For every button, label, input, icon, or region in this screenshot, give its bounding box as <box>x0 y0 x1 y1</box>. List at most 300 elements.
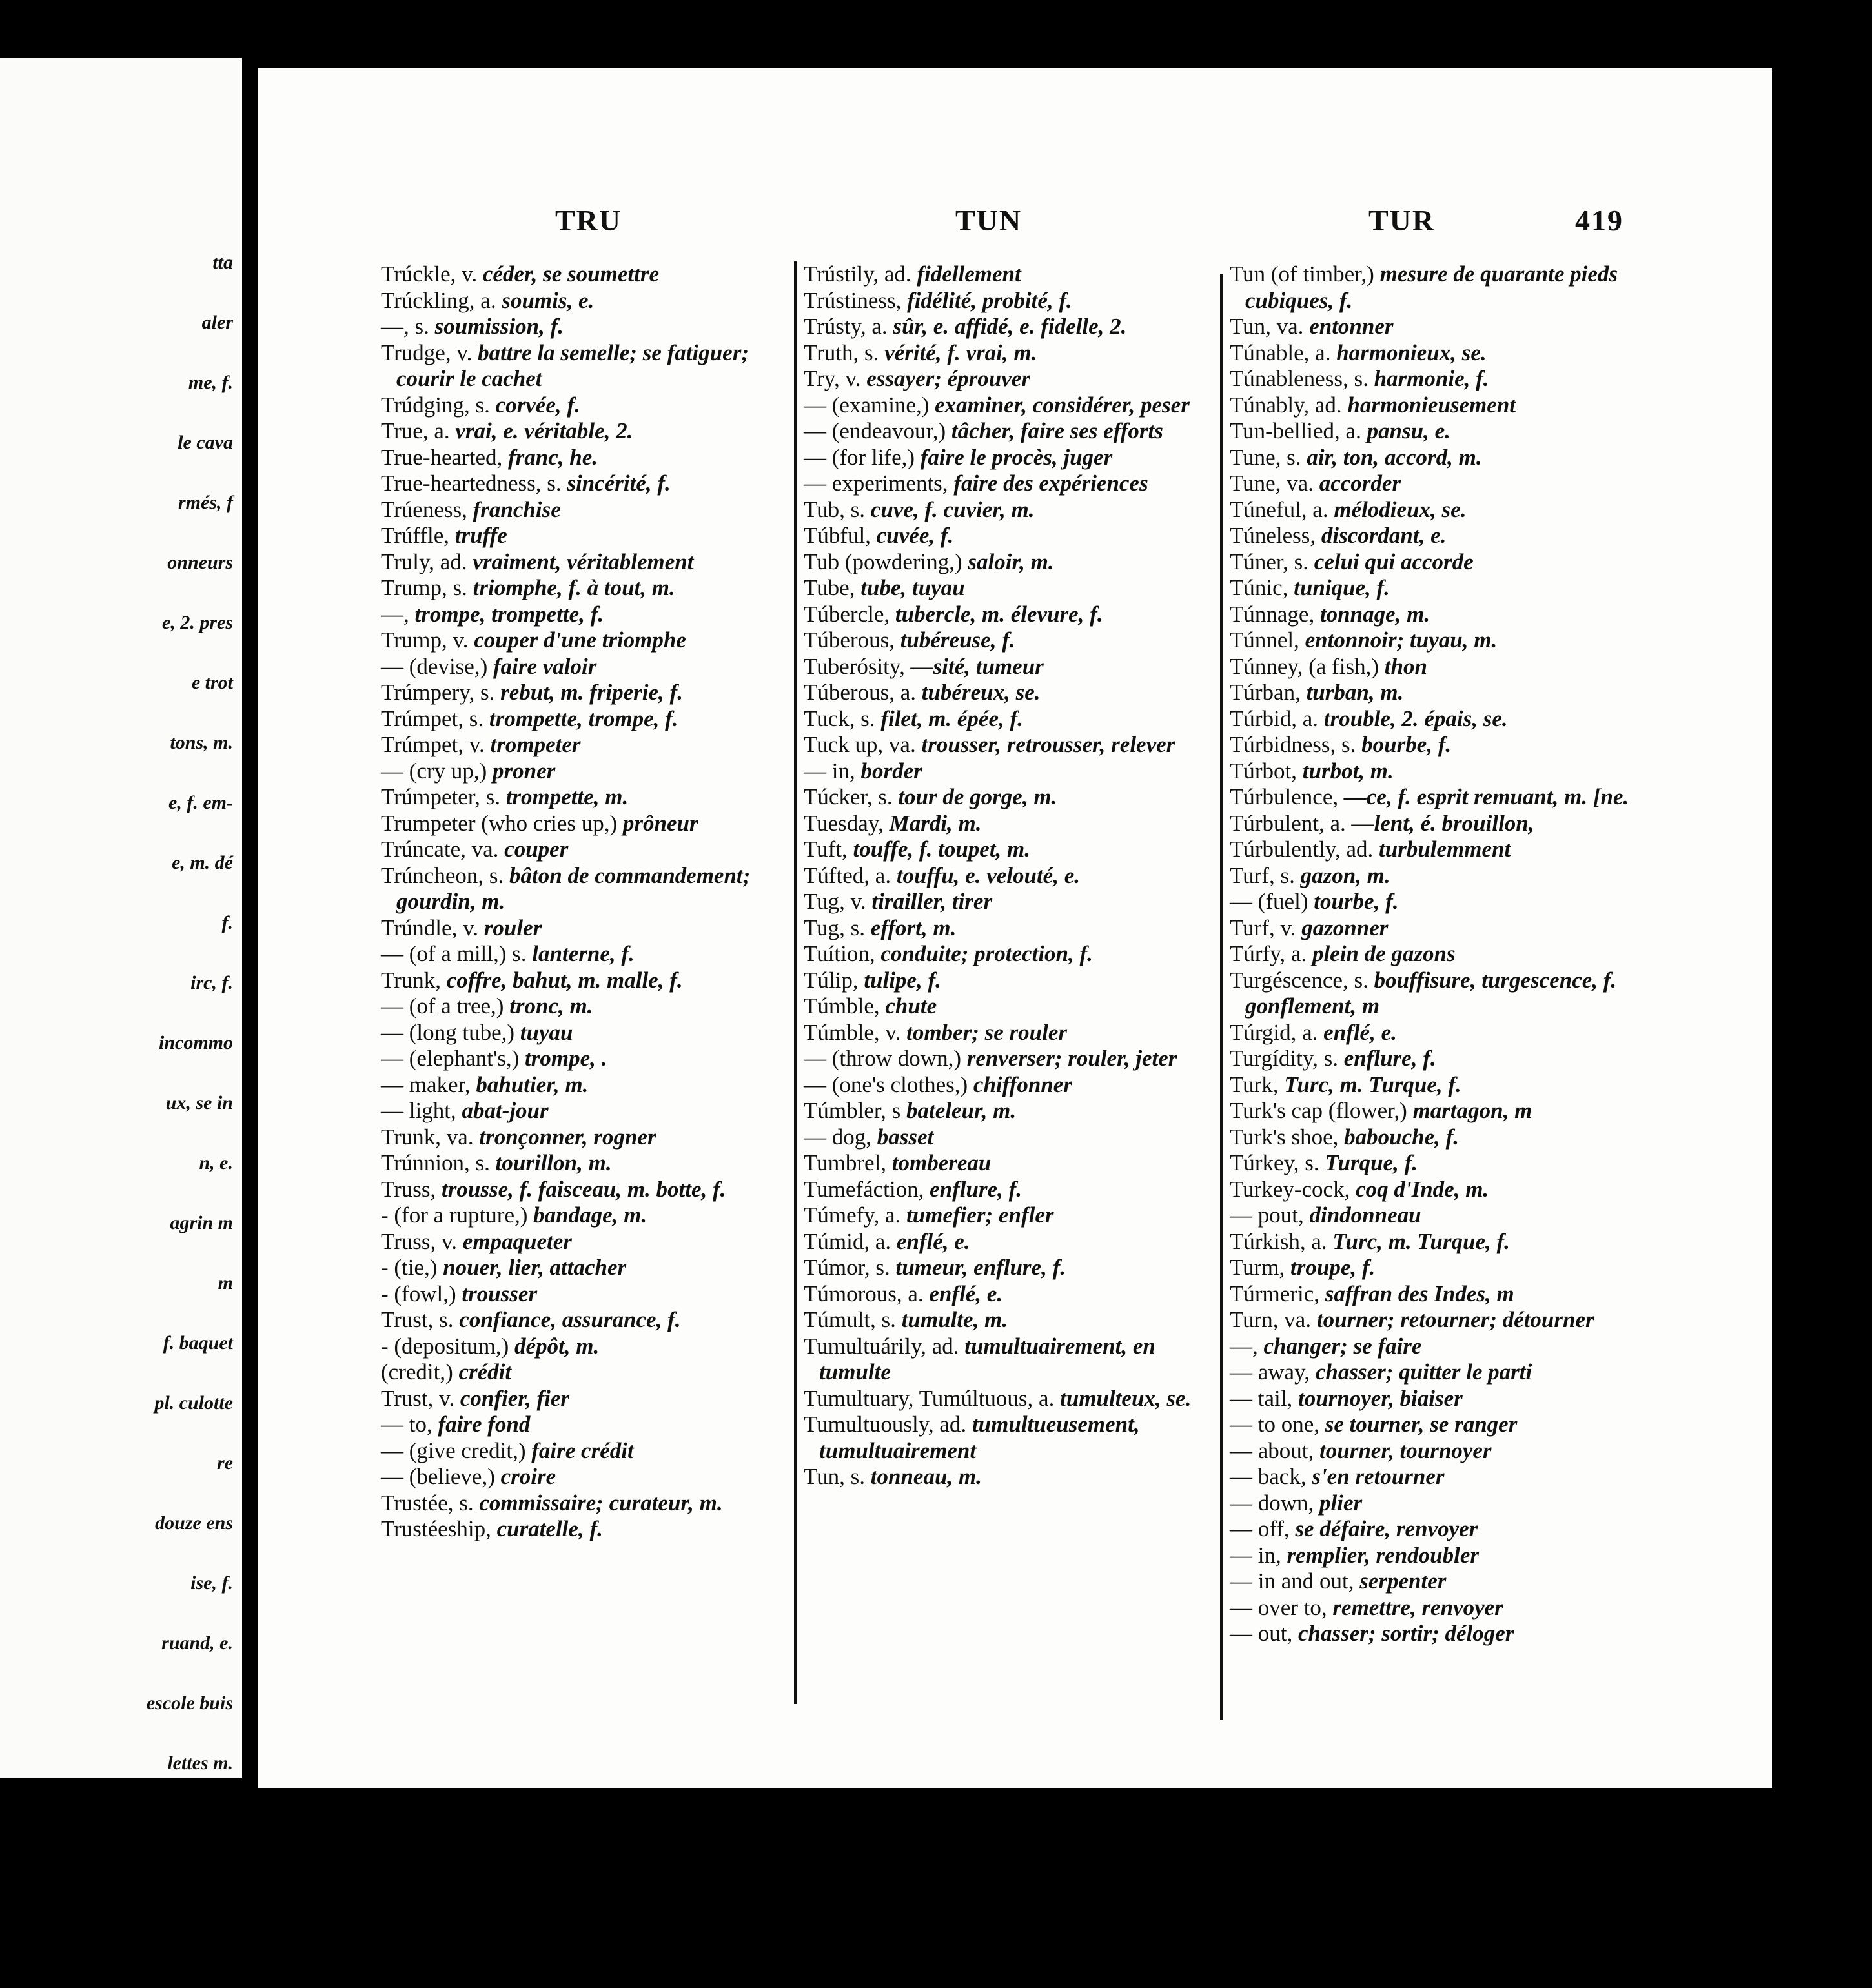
translation: pansu, e. <box>1367 418 1450 443</box>
headword: — in, <box>804 758 855 784</box>
translation: turban, m. <box>1306 680 1404 705</box>
dictionary-entry <box>1230 654 1636 680</box>
translation: entonner <box>1309 314 1394 339</box>
dictionary-entry <box>381 1098 788 1124</box>
dictionary-entry <box>381 1359 788 1386</box>
translation: tâcher, faire ses efforts <box>951 418 1163 443</box>
translation: sûr, e. affidé, e. fidelle, 2. <box>893 314 1127 339</box>
headword: Turk, <box>1230 1071 1279 1097</box>
translation: confier, fier <box>460 1385 570 1411</box>
headword: Turk's shoe, <box>1230 1124 1339 1150</box>
translation: tuyau <box>520 1019 573 1045</box>
dictionary-entry <box>804 680 1210 706</box>
dictionary-entry <box>1230 1150 1636 1177</box>
translation: abat-jour <box>462 1098 549 1123</box>
headword: Tube, <box>804 575 855 600</box>
headword: Tuesday, <box>804 810 884 836</box>
translation: cuve, f. cuvier, m. <box>870 496 1035 522</box>
headword: Túbercle, <box>804 601 890 627</box>
dictionary-entry <box>1230 863 1636 889</box>
translation: tumeur, enflure, f. <box>895 1255 1066 1280</box>
translation: bouffisure, turgescence, f. gonflement, m <box>1245 967 1617 1019</box>
translation: plein de gazons <box>1312 941 1456 966</box>
translation: accorder <box>1319 471 1401 496</box>
dictionary-entry <box>1230 1281 1636 1308</box>
translation: faire des expériences <box>953 471 1148 496</box>
headword: True, a. <box>381 418 450 443</box>
headword: Tumultuárily, ad. <box>804 1333 959 1359</box>
translation: tube, tuyau <box>860 575 965 600</box>
dictionary-entry <box>804 1281 1210 1308</box>
translation: serpenter <box>1359 1568 1447 1594</box>
dictionary-entry <box>804 1464 1210 1490</box>
headword: Try, v. <box>804 366 861 391</box>
translation: fidélité, probité, f. <box>907 287 1072 313</box>
translation: coq d'Inde, m. <box>1356 1176 1489 1202</box>
dictionary-entry <box>381 575 788 602</box>
translation: saloir, m. <box>968 549 1054 574</box>
translation: enflure, f. <box>1343 1046 1436 1071</box>
dictionary-entry <box>804 1202 1210 1229</box>
translation: examiner, considérer, peser <box>935 392 1190 418</box>
headword: —, <box>381 601 409 627</box>
headword: — back, <box>1230 1464 1307 1489</box>
headword: Tug, s. <box>804 915 866 940</box>
translation: conduite; protection, f. <box>880 941 1093 966</box>
translation: tumultuairement, en tumulte <box>819 1333 1155 1384</box>
dictionary-entry <box>381 497 788 523</box>
left-page-fragment: douze ens <box>155 1512 233 1534</box>
dictionary-entry <box>804 1386 1210 1412</box>
translation: essayer; éprouver <box>866 366 1030 391</box>
headword: — (throw down,) <box>804 1046 961 1071</box>
column-rule-2 <box>1220 274 1223 1720</box>
translation: triomphe, f. à tout, m. <box>473 575 675 600</box>
headword: — (endeavour,) <box>804 418 946 443</box>
headword: Túrkish, a. <box>1230 1228 1327 1254</box>
headword: Tune, s. <box>1230 444 1301 470</box>
left-page-fragment: onneurs <box>167 552 233 573</box>
dictionary-entry <box>381 732 788 758</box>
headword: Turm, <box>1230 1255 1285 1280</box>
translation: nouer, lier, attacher <box>443 1255 627 1280</box>
left-page-fragment: aler <box>201 312 233 333</box>
left-page-fragment: f. baquet <box>163 1332 233 1354</box>
headword: Trunk, <box>381 967 442 993</box>
dictionary-entry <box>1230 1229 1636 1255</box>
headword: Trustéeship, <box>381 1516 491 1541</box>
dictionary-entry <box>381 627 788 654</box>
dictionary-entry <box>381 1255 788 1281</box>
translation: bandage, m. <box>533 1202 647 1228</box>
dictionary-entry <box>804 706 1210 733</box>
column-1 <box>381 261 788 1543</box>
translation: lanterne, f. <box>532 941 635 966</box>
dictionary-entry <box>804 915 1210 942</box>
dictionary-entry <box>1230 340 1636 367</box>
dictionary-entry <box>381 941 788 968</box>
dictionary-entry <box>1230 1334 1636 1360</box>
dictionary-entry <box>1230 811 1636 837</box>
left-page-fragment: me, f. <box>188 372 233 393</box>
translation: bourbe, f. <box>1361 732 1452 757</box>
headword: Tuítion, <box>804 941 875 966</box>
left-page-fragment: e, m. dé <box>172 852 233 873</box>
headword: Trúdging, s. <box>381 392 490 418</box>
headword: Trúffle, <box>381 523 449 548</box>
left-page-fragment: e, 2. pres <box>162 612 233 633</box>
translation: commissaire; curateur, m. <box>479 1490 723 1516</box>
dictionary-entry <box>1230 1072 1636 1099</box>
translation: discordant, e. <box>1321 523 1447 548</box>
page-number: 419 <box>1575 204 1623 237</box>
translation: trouble, 2. épais, se. <box>1323 705 1508 731</box>
translation: trompette, trompe, f. <box>489 705 678 731</box>
dictionary-entry <box>804 654 1210 680</box>
headword: - (for a rupture,) <box>381 1202 528 1228</box>
headword: Trust, v. <box>381 1385 455 1411</box>
translation: couper d'une triomphe <box>474 627 686 653</box>
headword: Turk's cap (flower,) <box>1230 1098 1407 1123</box>
headword: Túnably, ad. <box>1230 392 1342 418</box>
dictionary-entry <box>804 1098 1210 1124</box>
headword: Túberous, a. <box>804 680 916 705</box>
translation: confiance, assurance, f. <box>459 1307 681 1332</box>
dictionary-entry <box>804 418 1210 445</box>
translation: celui qui accorde <box>1314 549 1474 574</box>
headword: — (of a tree,) <box>381 993 504 1019</box>
headword: — (long tube,) <box>381 1019 515 1045</box>
dictionary-entry <box>381 314 788 340</box>
translation: tourbe, f. <box>1314 889 1399 914</box>
column-rule-1 <box>794 261 797 1704</box>
dictionary-entry <box>381 863 788 915</box>
left-page-fragment: tons, m. <box>170 732 233 753</box>
dictionary-entry <box>1230 889 1636 915</box>
headword: Túmbler, s <box>804 1098 901 1123</box>
headword: Túmid, a. <box>804 1228 891 1254</box>
headword: — in and out, <box>1230 1568 1354 1594</box>
headword: Trúncheon, s. <box>381 862 504 888</box>
translation: chasser; quitter le parti <box>1315 1359 1532 1384</box>
headword: Túmble, <box>804 993 880 1019</box>
translation: fidellement <box>917 261 1021 287</box>
dictionary-entry <box>804 941 1210 968</box>
headword: — dog, <box>804 1124 871 1150</box>
headword: Túnnel, <box>1230 627 1299 653</box>
headword: Trúmpery, s. <box>381 680 495 705</box>
translation: tournoyer, biaiser <box>1297 1385 1463 1411</box>
translation: tourner; retourner; détourner <box>1316 1307 1594 1332</box>
dictionary-entry <box>1230 706 1636 733</box>
left-page-fragment: ruand, e. <box>161 1632 233 1654</box>
translation: enflé, e. <box>929 1281 1003 1306</box>
headword: Truth, s. <box>804 340 879 365</box>
headword: Trump, s. <box>381 575 467 600</box>
headword: — (give credit,) <box>381 1437 526 1463</box>
headword: Turkey-cock, <box>1230 1176 1350 1202</box>
translation: tubéreux, se. <box>921 680 1041 705</box>
dictionary-entry <box>381 1202 788 1229</box>
left-page-fragment: re <box>217 1452 233 1474</box>
dictionary-entry <box>1230 1568 1636 1595</box>
headword: Tug, v. <box>804 889 866 914</box>
translation: Turc, m. Turque, f. <box>1332 1228 1510 1254</box>
left-page-fragment: e trot <box>191 672 233 693</box>
dictionary-entry <box>1230 497 1636 523</box>
translation: harmonieusement <box>1347 392 1516 418</box>
left-page-fragment: escole buis <box>146 1692 233 1714</box>
headword: (credit,) <box>381 1359 453 1384</box>
dictionary-entry <box>804 602 1210 628</box>
translation: croire <box>500 1464 556 1489</box>
dictionary-entry <box>804 549 1210 576</box>
dictionary-entry <box>381 1020 788 1046</box>
dictionary-entry <box>1230 1307 1636 1334</box>
translation: trompe, . <box>525 1046 607 1071</box>
translation: enflé, e. <box>896 1228 970 1254</box>
translation: céder, se soumettre <box>482 261 659 287</box>
translation: coffre, bahut, m. malle, f. <box>446 967 683 993</box>
dictionary-entry <box>1230 1516 1636 1543</box>
headword: — about, <box>1230 1437 1314 1463</box>
translation: turbot, m. <box>1302 758 1394 784</box>
translation: turbulemment <box>1379 837 1511 862</box>
headword: Túmefy, a. <box>804 1202 901 1228</box>
translation: trompette, m. <box>505 784 629 809</box>
dictionary-entry <box>1230 1255 1636 1281</box>
dictionary-entry <box>804 497 1210 523</box>
dictionary-entry <box>1230 1595 1636 1621</box>
translation: renverser; rouler, jeter <box>966 1046 1177 1071</box>
translation: trompeter <box>490 732 581 757</box>
headword: Tuberósity, <box>804 653 905 679</box>
translation: tumulteux, se. <box>1060 1385 1192 1411</box>
left-page-fragment: incommo <box>158 1032 233 1053</box>
headword: Trúncate, va. <box>381 837 499 862</box>
headword: — (examine,) <box>804 392 930 418</box>
headword: Trústily, ad. <box>804 261 911 287</box>
headword: Túberous, <box>804 627 895 653</box>
translation: faire valoir <box>493 653 597 679</box>
translation: trousser <box>462 1281 538 1306</box>
headword: Túcker, s. <box>804 784 893 809</box>
dictionary-entry <box>1230 732 1636 758</box>
translation: s'en retourner <box>1312 1464 1445 1489</box>
headword: — maker, <box>381 1071 471 1097</box>
dictionary-entry <box>1230 1412 1636 1438</box>
dictionary-entry <box>804 288 1210 314</box>
translation: franchise <box>473 496 561 522</box>
headword: - (fowl,) <box>381 1281 456 1306</box>
dictionary-entry <box>804 314 1210 340</box>
translation: remplier, rendoubler <box>1287 1542 1480 1568</box>
translation: effort, m. <box>870 915 957 940</box>
dictionary-entry <box>1230 575 1636 602</box>
dictionary-entry <box>381 1438 788 1465</box>
translation: bahutier, m. <box>476 1071 589 1097</box>
headword: True-heartedness, s. <box>381 471 562 496</box>
headword: Túneless, <box>1230 523 1316 548</box>
headword: Trust, s. <box>381 1307 454 1332</box>
headword: Truss, v. <box>381 1228 458 1254</box>
headword: Tub (powdering,) <box>804 549 962 574</box>
running-header <box>258 203 1772 255</box>
translation: se tourner, se ranger <box>1325 1412 1518 1437</box>
dictionary-entry <box>804 1334 1210 1386</box>
translation: troupe, f. <box>1290 1255 1376 1280</box>
dictionary-entry <box>804 340 1210 367</box>
dictionary-entry <box>804 1229 1210 1255</box>
dictionary-entry <box>804 471 1210 497</box>
headword: Trúndle, v. <box>381 915 479 940</box>
dictionary-entry <box>381 758 788 785</box>
dictionary-entry <box>804 1307 1210 1334</box>
dictionary-entry <box>804 968 1210 994</box>
translation: faire fond <box>438 1412 531 1437</box>
dictionary-entry <box>804 1072 1210 1099</box>
dictionary-entry <box>381 654 788 680</box>
dictionary-page <box>258 68 1772 1788</box>
left-page-fragment: n, e. <box>199 1152 233 1173</box>
translation: trompe, trompette, f. <box>414 601 604 627</box>
dictionary-entry <box>1230 1490 1636 1517</box>
translation: tumultueusement, tumultuairement <box>819 1412 1140 1463</box>
headword: Tumultuously, ad. <box>804 1412 967 1437</box>
dictionary-entry <box>1230 680 1636 706</box>
headword: Túmor, s. <box>804 1255 890 1280</box>
translation: gazon, m. <box>1300 862 1390 888</box>
headword: Trústiness, <box>804 287 902 313</box>
dictionary-entry <box>381 837 788 863</box>
headword: Trúckle, v. <box>381 261 478 287</box>
headword: — (one's clothes,) <box>804 1071 968 1097</box>
left-page-fragment: lettes m. <box>167 1752 233 1774</box>
dictionary-entry <box>381 261 788 288</box>
headword: Tumbrel, <box>804 1150 887 1175</box>
translation: couper <box>504 837 569 862</box>
translation: air, ton, accord, m. <box>1307 444 1482 470</box>
left-page-fragment: tta <box>212 252 233 273</box>
headword: Trústy, a. <box>804 314 888 339</box>
dictionary-entry <box>1230 602 1636 628</box>
dictionary-entry <box>381 1490 788 1517</box>
translation: tourner, tournoyer <box>1319 1437 1492 1463</box>
dictionary-entry <box>1230 392 1636 419</box>
dictionary-entry <box>1230 418 1636 445</box>
headword: Túnableness, s. <box>1230 366 1368 391</box>
dictionary-entry <box>804 445 1210 471</box>
headword: Turgídity, s. <box>1230 1046 1338 1071</box>
translation: cuvée, f. <box>876 523 954 548</box>
translation: babouche, f. <box>1344 1124 1460 1150</box>
translation: chasser; sortir; déloger <box>1297 1621 1514 1646</box>
left-page-fragment: agrin m <box>170 1212 233 1233</box>
column-3 <box>1230 261 1636 1647</box>
headword: Tune, va. <box>1230 471 1314 496</box>
left-page-edge <box>0 58 242 1778</box>
dictionary-entry <box>381 1386 788 1412</box>
dictionary-entry <box>381 1464 788 1490</box>
headword: Trúckling, a. <box>381 287 496 313</box>
headword: — off, <box>1230 1516 1290 1541</box>
left-page-fragment: le cava <box>178 432 233 453</box>
dictionary-entry <box>1230 784 1636 811</box>
translation: filet, m. épée, f. <box>880 705 1023 731</box>
headword: Trumpeter (who cries up,) <box>381 810 618 836</box>
headword: Turf, s. <box>1230 862 1295 888</box>
translation: basset <box>877 1124 934 1150</box>
dictionary-entry <box>381 445 788 471</box>
headword: — to, <box>381 1412 432 1437</box>
translation: changer; se faire <box>1263 1333 1422 1359</box>
headword: Túrban, <box>1230 680 1301 705</box>
dictionary-entry <box>381 680 788 706</box>
dictionary-entry <box>1230 523 1636 549</box>
translation: rebut, m. friperie, f. <box>500 680 683 705</box>
column-2 <box>804 261 1210 1490</box>
dictionary-entry <box>804 1020 1210 1046</box>
dictionary-entry <box>804 261 1210 288</box>
translation: soumission, f. <box>434 314 564 339</box>
translation: tour de gorge, m. <box>898 784 1057 809</box>
headword: Tun-bellied, a. <box>1230 418 1361 443</box>
translation: saffran des Indes, m <box>1325 1281 1514 1306</box>
headword: Trudge, v. <box>381 340 473 365</box>
headword: — in, <box>1230 1542 1281 1568</box>
translation: vrai, e. véritable, 2. <box>455 418 633 443</box>
headword: Túrfy, a. <box>1230 941 1307 966</box>
headword: Trúmpet, s. <box>381 705 484 731</box>
translation: tombereau <box>891 1150 992 1175</box>
headword: Túnnage, <box>1230 601 1315 627</box>
dictionary-entry <box>804 993 1210 1020</box>
dictionary-entry <box>804 889 1210 915</box>
headword: Truly, ad. <box>381 549 467 574</box>
dictionary-entry <box>381 706 788 733</box>
translation: trousse, f. faisceau, m. botte, f. <box>442 1176 726 1202</box>
translation: tomber; se rouler <box>906 1019 1067 1045</box>
translation: border <box>860 758 922 784</box>
translation: Turc, m. Turque, f. <box>1284 1071 1461 1097</box>
dictionary-entry <box>1230 471 1636 497</box>
headword: Túrbulent, a. <box>1230 810 1346 836</box>
dictionary-entry <box>804 863 1210 889</box>
headword: Túfted, a. <box>804 862 891 888</box>
headword: Tub, s. <box>804 496 866 522</box>
translation: —ce, f. esprit remuant, m. [ne. <box>1343 784 1629 809</box>
translation: mélodieux, se. <box>1334 496 1467 522</box>
headword: Tumefáction, <box>804 1176 924 1202</box>
headword: — away, <box>1230 1359 1310 1384</box>
translation: chiffonner <box>973 1071 1072 1097</box>
translation: touffu, e. velouté, e. <box>896 862 1080 888</box>
headword: Túmorous, a. <box>804 1281 924 1306</box>
translation: touffe, f. toupet, m. <box>853 837 1031 862</box>
dictionary-entry <box>804 758 1210 785</box>
headword: Túnable, a. <box>1230 340 1331 365</box>
dictionary-entry <box>804 627 1210 654</box>
translation: Turque, f. <box>1325 1150 1418 1175</box>
dictionary-entry <box>1230 1543 1636 1569</box>
headword: — (of a mill,) s. <box>381 941 527 966</box>
headword: - (tie,) <box>381 1255 438 1280</box>
headword: Túner, s. <box>1230 549 1309 574</box>
headword: Túrbulently, ad. <box>1230 837 1374 862</box>
translation: harmonieux, se. <box>1336 340 1487 365</box>
translation: chute <box>885 993 937 1019</box>
translation: vraiment, véritablement <box>473 549 694 574</box>
